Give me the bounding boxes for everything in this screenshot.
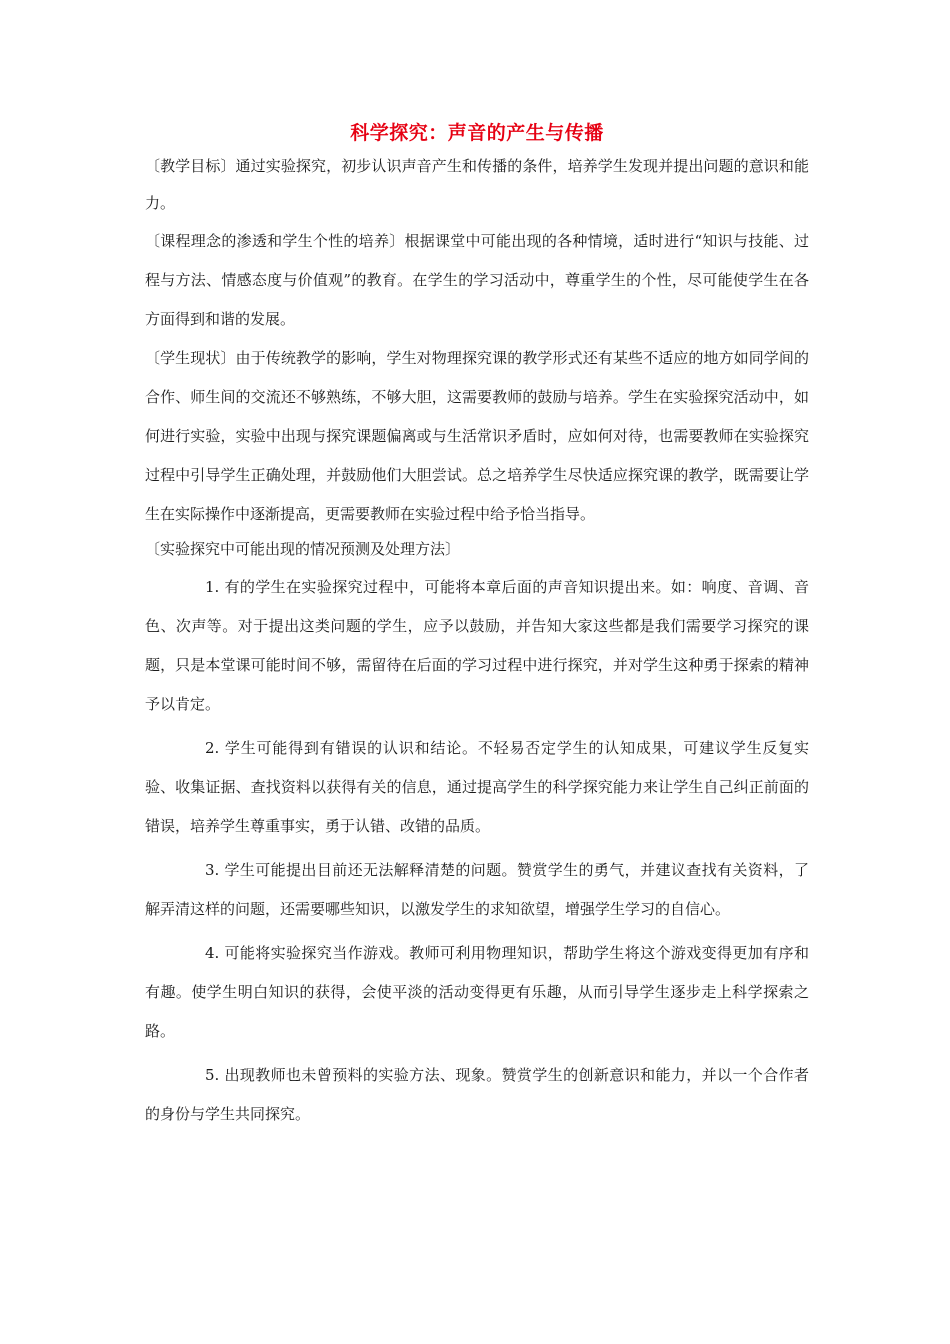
teaching-objective-paragraph: 〔教学目标〕通过实验探究，初步认识声音产生和传播的条件，培养学生发现并提出问题的意识和能力。 (145, 157, 809, 212)
list-item-4: 4. 可能将实验探究当作游戏。教师可利用物理知识，帮助学生将这个游戏变得更加有序和有趣。使学生明白知识的获得，会使平淡的活动变得更有乐趣，从而引导学生逐步走上科学探索之路。 (145, 944, 809, 1040)
student-status-paragraph: 〔学生现状〕由于传统教学的影响，学生对物理探究课的教学形式还有某些不适应的地方如同学间的合作、师生间的交流还不够熟练，不够大胆，这需要教师的鼓励与培养。学生在实验探究活动中，如何进行实验，实验中出现与探究课题偏离或与生活常识矛盾时，应如何对待，也需要教师在实验探究过程中引导学生正确处理，并鼓励他们大胆尝试。总之培养学生尽快适应探究课的教学，既需要让学生在实际操作中逐渐提高，更需要教师在实验过程中给予恰当指导。 (145, 349, 809, 523)
document-page (145, 120, 809, 1134)
list-item-1: 1. 有的学生在实验探究过程中，可能将本章后面的声音知识提出来。如：响度、音调、音色、次声等。对于提出这类问题的学生，应予以鼓励，并告知大家这些都是我们需要学习探究的课题，只是本堂课可能时间不够，需留待在后面的学习过程中进行探究，并对学生这种勇于探索的精神予以肯定。 (145, 578, 809, 713)
situations-heading: 〔实验探究中可能出现的情况预测及处理方法〕 (145, 540, 461, 558)
list-item-3: 3. 学生可能提出目前还无法解释清楚的问题。赞赏学生的勇气，并建议查找有关资料，了解弄清这样的问题，还需要哪些知识，以激发学生的求知欲望，增强学生学习的自信心。 (145, 861, 809, 918)
list-item-5: 5. 出现教师也未曾预料的实验方法、现象。赞赏学生的创新意识和能力，并以一个合作者的身份与学生共同探究。 (145, 1066, 809, 1123)
curriculum-philosophy-paragraph: 〔课程理念的渗透和学生个性的培养〕根据课堂中可能出现的各种情境，适时进行“知识与技能、过程与方法、情感态度与价值观”的教育。在学生的学习活动中，尊重学生的个性，尽可能使学生在各方面得到和谐的发展。 (145, 232, 809, 328)
list-item-2: 2. 学生可能得到有错误的认识和结论。不轻易否定学生的认知成果，可建议学生反复实验、收集证据、查找资料以获得有关的信息，通过提高学生的科学探究能力来让学生自己纠正前面的错误，培养学生尊重事实，勇于认错、改错的品质。 (145, 739, 809, 835)
document-title: 科学探究：声音的产生与传播 (350, 122, 604, 144)
